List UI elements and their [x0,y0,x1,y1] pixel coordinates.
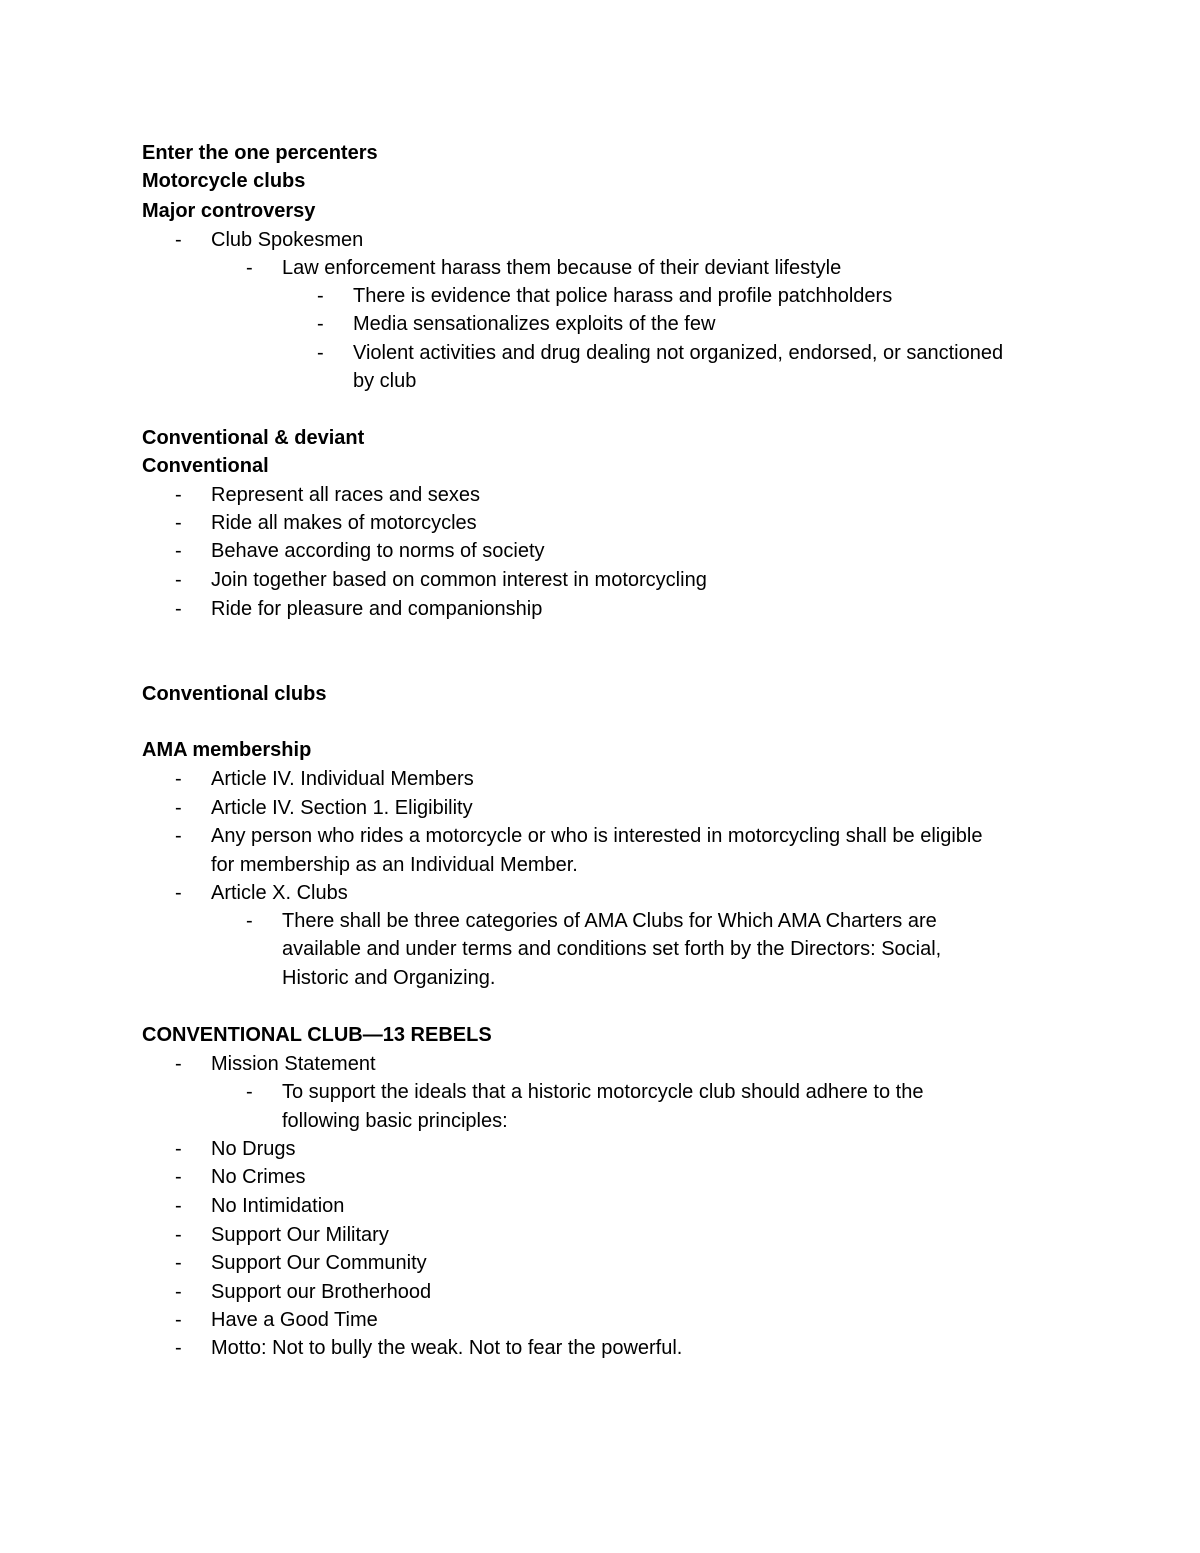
list-item: Ride all makes of motorcycles [211,512,477,534]
bullet-dash: - [175,598,182,620]
list-item: Any person who rides a motorcycle or who is interested in motorcycling shall be eligible [211,825,983,847]
heading-enter-one-percenters: Enter the one percenters [142,142,378,164]
list-item: Join together based on common interest in motorcycling [211,569,707,591]
list-item: Support our Brotherhood [211,1281,432,1303]
bullet-dash: - [175,1138,182,1160]
bullet-dash: - [317,342,324,364]
list-item: Support Our Community [211,1252,427,1274]
list-item: There is evidence that police harass and profile patchholders [353,285,893,307]
list-item: Ride for pleasure and companionship [211,598,543,620]
list-item: Club Spokesmen [211,229,364,251]
bullet-dash: - [175,484,182,506]
heading-major-controversy: Major controversy [142,200,316,222]
bullet-dash: - [175,797,182,819]
heading-conventional-deviant: Conventional & deviant [142,427,365,449]
list-item: To support the ideals that a historic motorcycle club should adhere to the [282,1081,924,1103]
list-item: Represent all races and sexes [211,484,481,506]
list-item: Violent activities and drug dealing not organized, endorsed, or sanctioned [353,342,1004,364]
bullet-dash: - [246,1081,253,1103]
bullet-dash: - [175,1195,182,1217]
heading-motorcycle-clubs: Motorcycle clubs [142,170,306,192]
bullet-dash: - [175,1053,182,1075]
bullet-dash: - [175,569,182,591]
list-item: Mission Statement [211,1053,376,1075]
bullet-dash: - [175,1337,182,1359]
bullet-dash: - [246,910,253,932]
bullet-dash: - [317,285,324,307]
heading-13-rebels: CONVENTIONAL CLUB—13 REBELS [142,1024,492,1046]
list-item: There shall be three categories of AMA Clubs for Which AMA Charters are [282,910,937,932]
list-item-continuation: available and under terms and conditions set forth by the Directors: Social, [282,938,942,960]
list-item: Law enforcement harass them because of their deviant lifestyle [282,257,842,279]
list-item: Media sensationalizes exploits of the few [353,313,716,335]
bullet-dash: - [175,512,182,534]
bullet-dash: - [175,1224,182,1246]
list-item: Article X. Clubs [211,882,348,904]
list-item-continuation: Historic and Organizing. [282,967,496,989]
bullet-dash: - [317,313,324,335]
list-item: Article IV. Individual Members [211,768,474,790]
list-item-continuation: following basic principles: [282,1110,508,1132]
bullet-dash: - [175,1252,182,1274]
bullet-dash: - [175,229,182,251]
bullet-dash: - [175,882,182,904]
list-item: Article IV. Section 1. Eligibility [211,797,473,819]
bullet-dash: - [175,1166,182,1188]
list-item: Have a Good Time [211,1309,378,1331]
bullet-dash: - [175,768,182,790]
list-item: No Crimes [211,1166,306,1188]
heading-ama-membership: AMA membership [142,739,312,761]
list-item: Motto: Not to bully the weak. Not to fear the powerful. [211,1337,683,1359]
heading-conventional: Conventional [142,455,269,477]
bullet-dash: - [246,257,253,279]
heading-conventional-clubs: Conventional clubs [142,683,327,705]
list-item: No Drugs [211,1138,296,1160]
list-item: Support Our Military [211,1224,389,1246]
list-item-continuation: by club [353,370,417,392]
bullet-dash: - [175,825,182,847]
bullet-dash: - [175,540,182,562]
bullet-dash: - [175,1281,182,1303]
list-item: No Intimidation [211,1195,345,1217]
bullet-dash: - [175,1309,182,1331]
list-item-continuation: for membership as an Individual Member. [211,854,578,876]
list-item: Behave according to norms of society [211,540,545,562]
